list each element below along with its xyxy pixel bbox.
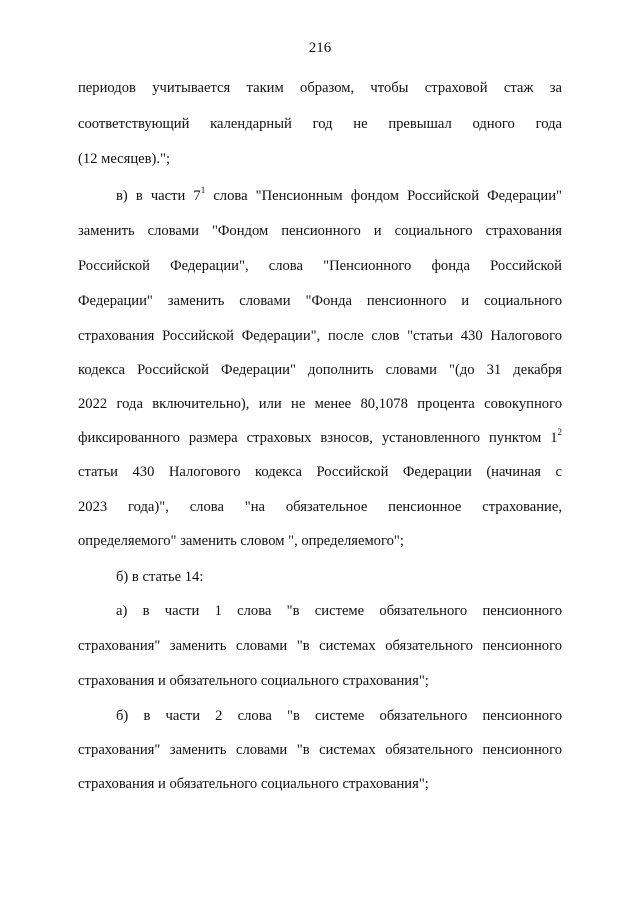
text-line: кодекса Российской Федерации" дополнить словами "(до 31 декабря	[78, 362, 562, 378]
superscript: 2	[557, 427, 562, 437]
text-line: а) в части 1 слова "в системе обязательного пенсионного	[116, 603, 562, 619]
text-line: страхования и обязательного социального страхования";	[78, 673, 429, 689]
text-line: страхования" заменить словами "в системах обязательного пенсионного	[78, 742, 562, 758]
page-number: 216	[308, 40, 332, 56]
text-line: заменить словами "Фондом пенсионного и социального страхования	[78, 223, 562, 239]
text-line: статьи 430 Налогового кодекса Российской Федерации (начиная с	[78, 464, 562, 480]
text-line: страхования" заменить словами "в системах обязательного пенсионного	[78, 638, 562, 654]
text-line: 2022 года включительно), или не менее 80,1078 процента совокупного	[78, 396, 562, 412]
text-line: определяемого" заменить словом ", определяемого";	[78, 533, 404, 549]
text-line: страхования Российской Федерации", после слов "статьи 430 Налогового	[78, 328, 562, 344]
text-line: периодов учитывается таким образом, чтобы страховой стаж за	[78, 80, 562, 96]
superscript: 1	[200, 185, 206, 195]
text-line: страхования и обязательного социального страхования";	[78, 776, 429, 792]
text-line: соответствующий календарный год не превышал одного года	[78, 116, 562, 132]
text-line: (12 месяцев).";	[78, 151, 171, 167]
text-line: 2023 года)", слова "на обязательное пенсионное страхование,	[78, 499, 562, 515]
text-line: фиксированного размера страховых взносов, установленного пунктом $1^2$	[78, 427, 562, 446]
text-line: Российской Федерации", слова "Пенсионного фонда Российской	[78, 258, 562, 274]
text-line: б) в статье 14:	[116, 569, 204, 585]
text-line: б) в части 2 слова "в системе обязательного пенсионного	[116, 708, 562, 724]
text-line: в) в части $7^1$ слова "Пенсионным фондом Российской Федерации"	[116, 185, 562, 204]
text-line: Федерации" заменить словами "Фонда пенсионного и социального	[78, 293, 562, 309]
